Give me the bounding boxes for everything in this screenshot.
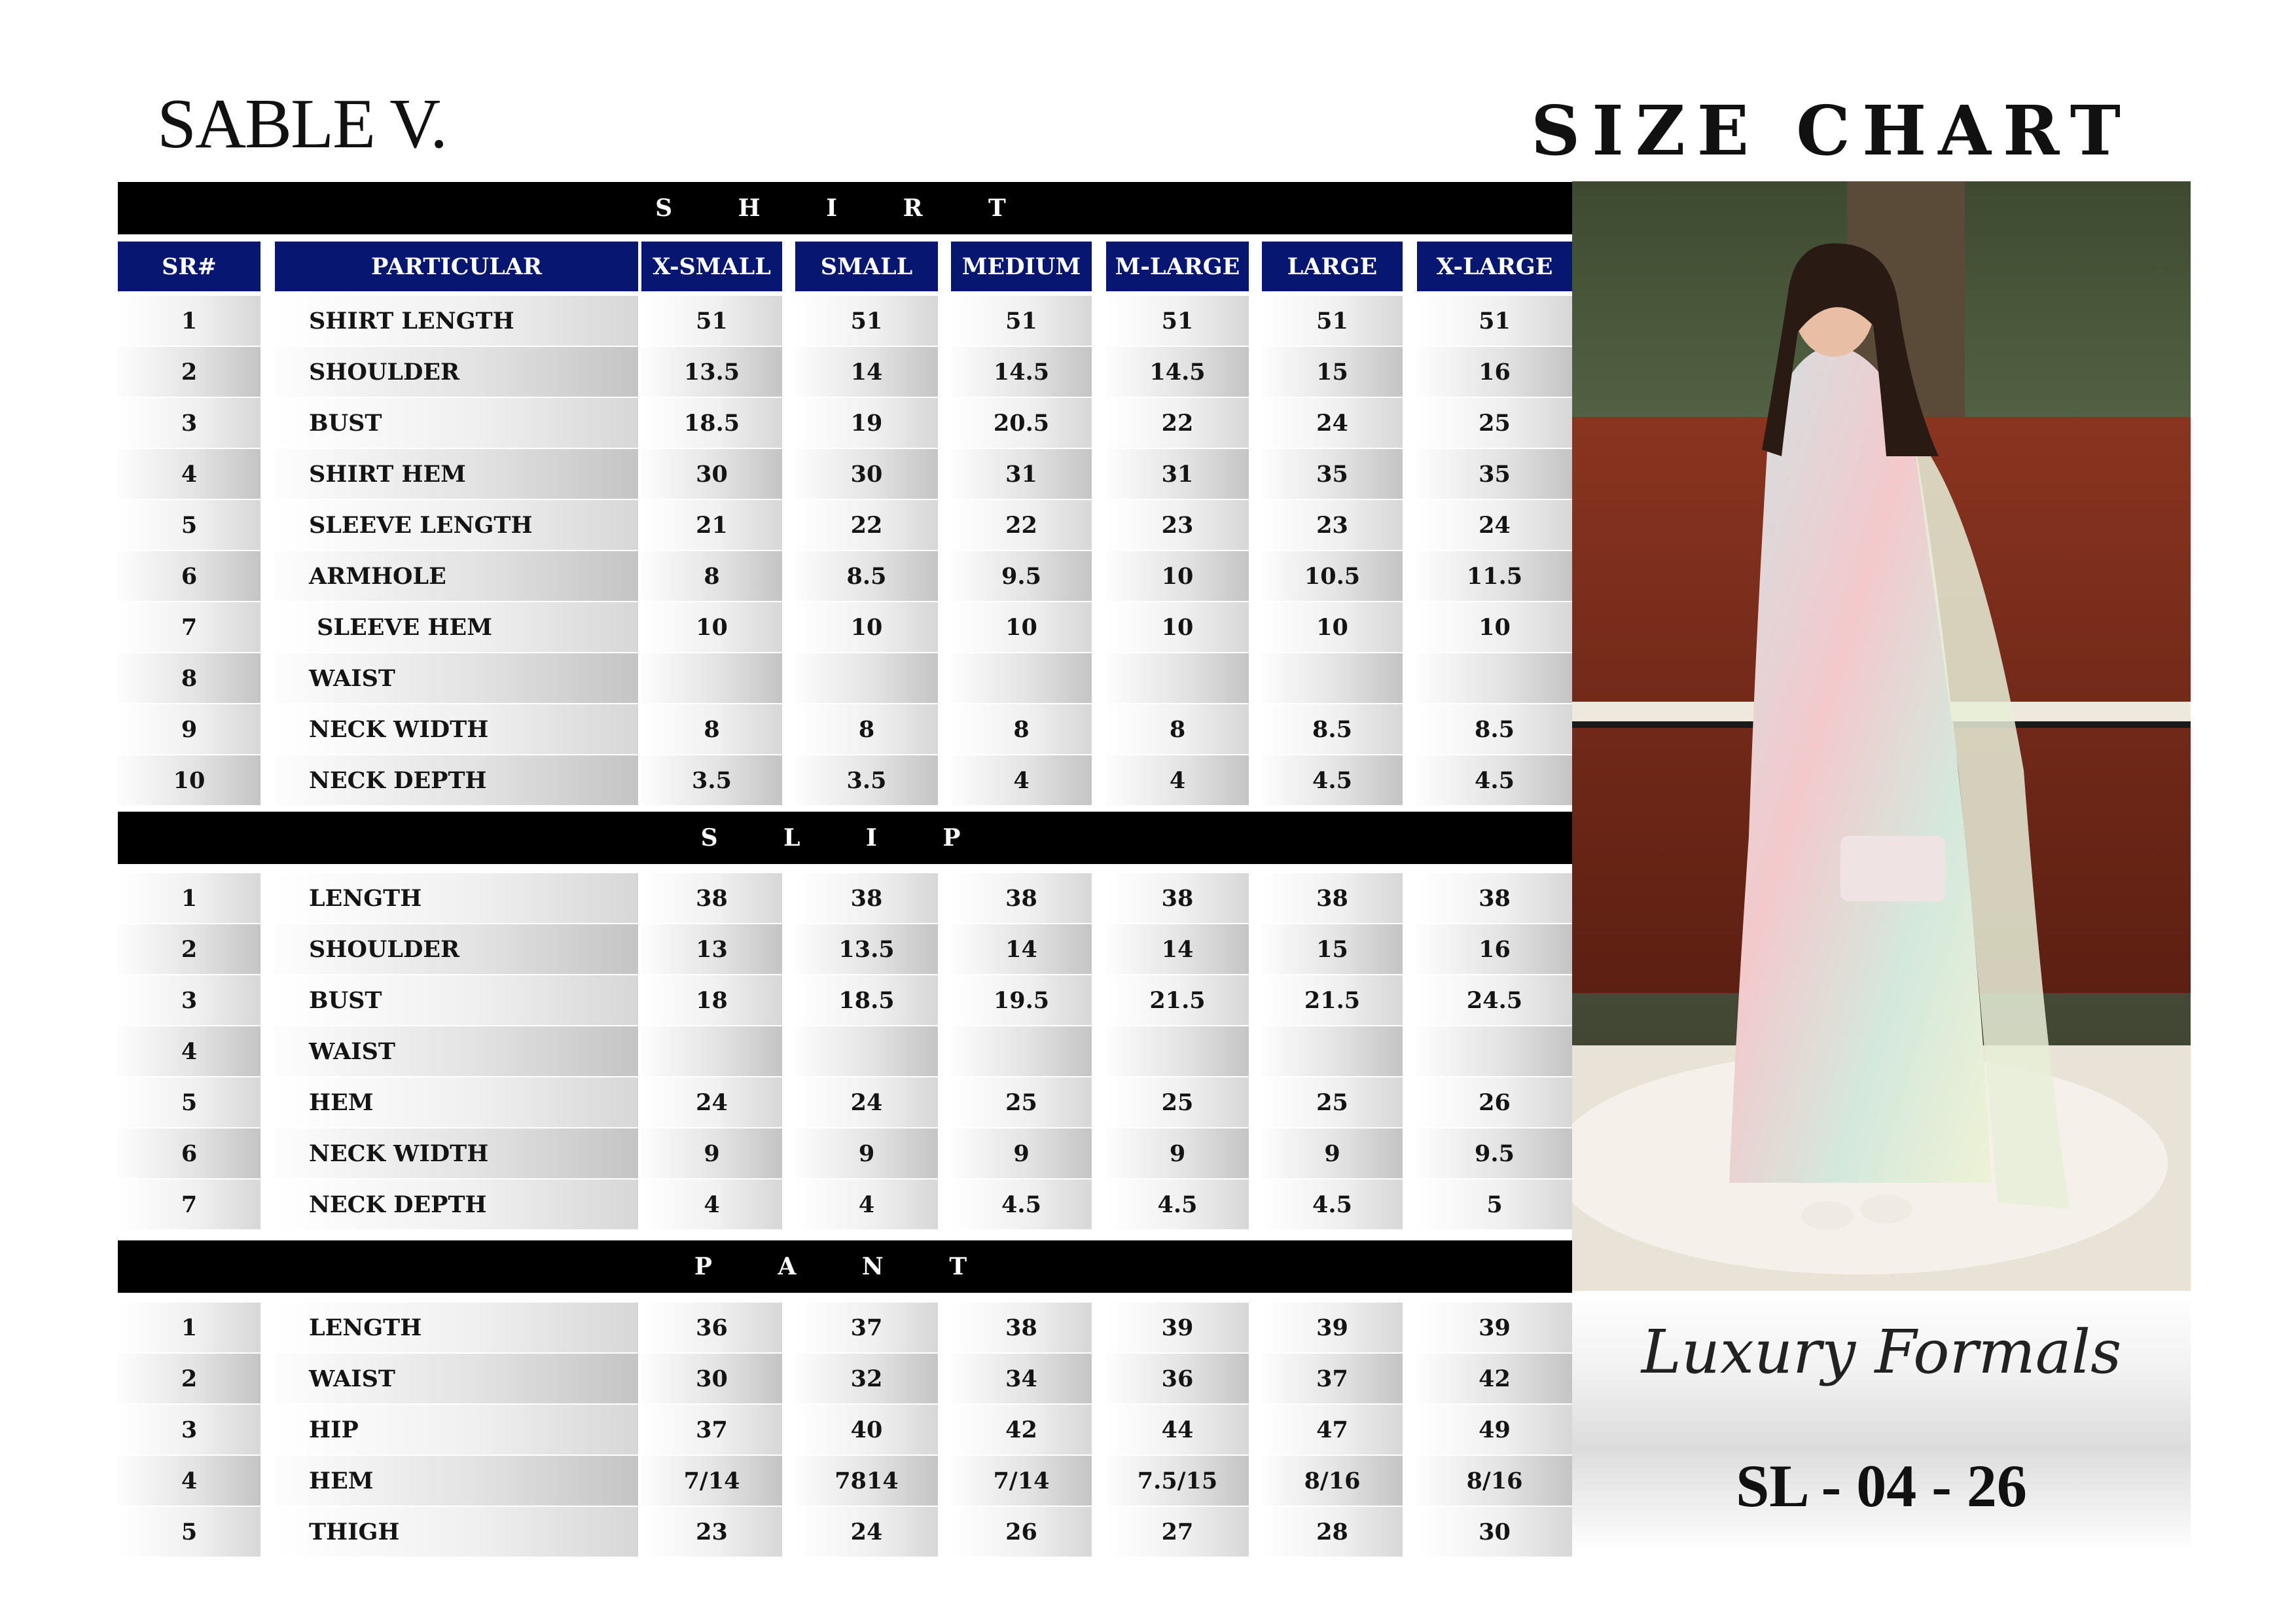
size-value: 24 (795, 1077, 938, 1127)
size-value: 7/14 (641, 1456, 782, 1506)
size-value (641, 653, 782, 703)
row-number: 6 (118, 1128, 260, 1178)
column-header: SMALL (795, 242, 938, 291)
size-value: 9.5 (1417, 1128, 1572, 1178)
size-value: 4 (641, 1180, 782, 1229)
size-value: 28 (1262, 1507, 1403, 1557)
size-value: 51 (1106, 296, 1249, 346)
measurement-name: WAIST (275, 1354, 638, 1403)
table-row (118, 347, 1572, 398)
size-value: 23 (1262, 500, 1403, 550)
size-value: 5 (1417, 1180, 1572, 1229)
size-value: 25 (1106, 1077, 1249, 1127)
column-header: X-LARGE (1417, 242, 1572, 291)
size-value (1417, 1026, 1572, 1076)
measurement-name: ARMHOLE (275, 551, 638, 601)
size-value: 10 (951, 602, 1092, 652)
table-row (118, 449, 1572, 500)
size-value: 49 (1417, 1405, 1572, 1454)
row-number: 4 (118, 1456, 260, 1506)
row-number: 8 (118, 653, 260, 703)
column-header: SR# (118, 242, 260, 291)
row-number: 4 (118, 449, 260, 499)
row-number: 7 (118, 1180, 260, 1229)
table-row (118, 1077, 1572, 1128)
size-value: 18.5 (641, 398, 782, 448)
size-value: 10 (1106, 551, 1249, 601)
measurement-name: LENGTH (275, 1303, 638, 1352)
size-value (951, 1026, 1092, 1076)
size-value: 19 (795, 398, 938, 448)
size-value (1262, 653, 1403, 703)
size-value: 39 (1262, 1303, 1403, 1352)
table-row (118, 1354, 1572, 1405)
size-value: 4.5 (1417, 755, 1572, 805)
size-value: 21.5 (1262, 975, 1403, 1025)
size-value: 10.5 (1262, 551, 1403, 601)
size-value: 10 (795, 602, 938, 652)
size-value: 10 (1417, 602, 1572, 652)
size-value: 9 (795, 1128, 938, 1178)
table-row (118, 1303, 1572, 1354)
size-value: 8 (1106, 704, 1249, 754)
size-value: 42 (951, 1405, 1092, 1454)
size-value: 26 (951, 1507, 1092, 1557)
size-value: 15 (1262, 924, 1403, 974)
size-value: 30 (795, 449, 938, 499)
size-value: 4.5 (1262, 755, 1403, 805)
row-number: 6 (118, 551, 260, 601)
table-row (118, 755, 1572, 806)
size-value: 14.5 (951, 347, 1092, 397)
size-value: 8.5 (1417, 704, 1572, 754)
row-number: 1 (118, 873, 260, 923)
size-value: 31 (951, 449, 1092, 499)
size-value: 40 (795, 1405, 938, 1454)
size-value: 18.5 (795, 975, 938, 1025)
size-value: 37 (795, 1303, 938, 1352)
size-value: 7814 (795, 1456, 938, 1506)
measurement-name: HEM (275, 1077, 638, 1127)
measurement-name: THIGH (275, 1507, 638, 1557)
section-band: S L I P (118, 812, 1572, 864)
table-row (118, 873, 1572, 924)
size-value: 21.5 (1106, 975, 1249, 1025)
size-value: 8/16 (1262, 1456, 1403, 1506)
size-value: 8 (641, 551, 782, 601)
size-value: 13.5 (641, 347, 782, 397)
size-value: 14.5 (1106, 347, 1249, 397)
size-value: 16 (1417, 924, 1572, 974)
size-value: 38 (951, 873, 1092, 923)
measurement-name: WAIST (275, 1026, 638, 1076)
table-row (118, 1180, 1572, 1231)
size-value: 24 (641, 1077, 782, 1127)
size-value: 4 (795, 1180, 938, 1229)
size-value (641, 1026, 782, 1076)
size-value: 24 (1262, 398, 1403, 448)
size-value: 20.5 (951, 398, 1092, 448)
size-value: 4.5 (1106, 1180, 1249, 1229)
size-value (951, 653, 1092, 703)
size-value: 9.5 (951, 551, 1092, 601)
column-header: PARTICULAR (275, 242, 638, 291)
size-value: 15 (1262, 347, 1403, 397)
size-value: 32 (795, 1354, 938, 1403)
size-value: 8 (951, 704, 1092, 754)
size-value: 23 (1106, 500, 1249, 550)
collection-panel (1572, 1291, 2191, 1553)
size-value: 8 (795, 704, 938, 754)
size-value: 38 (1262, 873, 1403, 923)
size-value: 10 (1262, 602, 1403, 652)
size-value: 8 (641, 704, 782, 754)
measurement-name: LENGTH (275, 873, 638, 923)
size-value: 13 (641, 924, 782, 974)
table-row (118, 1405, 1572, 1456)
size-value: 4 (951, 755, 1092, 805)
size-value: 3.5 (641, 755, 782, 805)
row-number: 5 (118, 1507, 260, 1557)
size-value: 22 (951, 500, 1092, 550)
measurement-name: BUST (275, 975, 638, 1025)
row-number: 1 (118, 1303, 260, 1352)
size-value: 9 (1262, 1128, 1403, 1178)
collection-name: Luxury Formals (1641, 1317, 2122, 1387)
size-value: 9 (1106, 1128, 1249, 1178)
size-value: 14 (1106, 924, 1249, 974)
size-value: 24 (795, 1507, 938, 1557)
size-value (1262, 1026, 1403, 1076)
size-value (1417, 653, 1572, 703)
size-value: 38 (641, 873, 782, 923)
row-number: 9 (118, 704, 260, 754)
model-photo (1572, 181, 2191, 1291)
size-value: 37 (1262, 1354, 1403, 1403)
row-number: 5 (118, 1077, 260, 1127)
size-value: 25 (951, 1077, 1092, 1127)
size-value: 7.5/15 (1106, 1456, 1249, 1506)
measurement-name: SHOULDER (275, 924, 638, 974)
size-value: 37 (641, 1405, 782, 1454)
size-value (795, 653, 938, 703)
measurement-name: BUST (275, 398, 638, 448)
section-band: P A N T (118, 1240, 1572, 1293)
measurement-name: NECK WIDTH (275, 704, 638, 754)
size-value: 39 (1417, 1303, 1572, 1352)
size-value (1106, 1026, 1249, 1076)
row-number: 2 (118, 924, 260, 974)
table-row (118, 704, 1572, 755)
size-value: 42 (1417, 1354, 1572, 1403)
table-row (118, 1507, 1572, 1558)
brand-logo: SABLE V. (157, 85, 447, 163)
page-title: SIZE CHART (1531, 90, 2132, 171)
row-number: 2 (118, 1354, 260, 1403)
size-value: 51 (795, 296, 938, 346)
size-value: 7/14 (951, 1456, 1092, 1506)
size-value: 51 (1262, 296, 1403, 346)
size-value: 8.5 (795, 551, 938, 601)
size-value: 14 (951, 924, 1092, 974)
measurement-name: HEM (275, 1456, 638, 1506)
size-value: 13.5 (795, 924, 938, 974)
measurement-name: NECK DEPTH (275, 755, 638, 805)
size-value: 27 (1106, 1507, 1249, 1557)
table-row (118, 602, 1572, 653)
size-value: 22 (1106, 398, 1249, 448)
size-value: 11.5 (1417, 551, 1572, 601)
size-value: 44 (1106, 1405, 1249, 1454)
size-value: 51 (1417, 296, 1572, 346)
table-row (118, 500, 1572, 551)
size-value: 38 (1417, 873, 1572, 923)
size-value: 23 (641, 1507, 782, 1557)
size-value (795, 1026, 938, 1076)
column-header: X-SMALL (641, 242, 782, 291)
table-row (118, 1026, 1572, 1077)
size-value: 8/16 (1417, 1456, 1572, 1506)
column-header: MEDIUM (951, 242, 1092, 291)
size-value: 38 (795, 873, 938, 923)
size-value: 9 (641, 1128, 782, 1178)
model-photo-icon (1572, 181, 2191, 1291)
table-row (118, 975, 1572, 1026)
measurement-name: WAIST (275, 653, 638, 703)
size-value: 36 (641, 1303, 782, 1352)
size-value: 14 (795, 347, 938, 397)
measurement-name: SLEEVE HEM (275, 602, 638, 652)
size-value: 24.5 (1417, 975, 1572, 1025)
table-row (118, 398, 1572, 449)
size-value: 4.5 (951, 1180, 1092, 1229)
column-header: LARGE (1262, 242, 1403, 291)
measurement-name: HIP (275, 1405, 638, 1454)
size-value: 21 (641, 500, 782, 550)
size-value: 30 (1417, 1507, 1572, 1557)
size-value: 39 (1106, 1303, 1249, 1352)
column-header: M-LARGE (1106, 242, 1249, 291)
table-row (118, 1128, 1572, 1180)
size-value: 8.5 (1262, 704, 1403, 754)
measurement-name: SHIRT LENGTH (275, 296, 638, 346)
row-number: 2 (118, 347, 260, 397)
size-value: 18 (641, 975, 782, 1025)
size-value: 16 (1417, 347, 1572, 397)
row-number: 3 (118, 1405, 260, 1454)
table-row (118, 551, 1572, 602)
size-value: 34 (951, 1354, 1092, 1403)
size-value: 9 (951, 1128, 1092, 1178)
table-row (118, 296, 1572, 347)
size-value (1106, 653, 1249, 703)
size-value: 3.5 (795, 755, 938, 805)
article-code: SL - 04 - 26 (1736, 1453, 2027, 1519)
measurement-name: SHIRT HEM (275, 449, 638, 499)
table-row (118, 1456, 1572, 1507)
measurement-name: NECK DEPTH (275, 1180, 638, 1229)
size-value: 30 (641, 1354, 782, 1403)
size-value: 24 (1417, 500, 1572, 550)
row-number: 5 (118, 500, 260, 550)
table-row (118, 924, 1572, 975)
measurement-name: SLEEVE LENGTH (275, 500, 638, 550)
size-value: 35 (1262, 449, 1403, 499)
size-value: 26 (1417, 1077, 1572, 1127)
size-value: 10 (641, 602, 782, 652)
size-value: 38 (951, 1303, 1092, 1352)
row-number: 4 (118, 1026, 260, 1076)
size-value: 36 (1106, 1354, 1249, 1403)
size-value: 35 (1417, 449, 1572, 499)
row-number: 10 (118, 755, 260, 805)
size-value: 51 (641, 296, 782, 346)
section-band: S H I R T (118, 182, 1572, 234)
size-value: 47 (1262, 1405, 1403, 1454)
size-value: 51 (951, 296, 1092, 346)
size-value: 31 (1106, 449, 1249, 499)
size-value: 4.5 (1262, 1180, 1403, 1229)
measurement-name: SHOULDER (275, 347, 638, 397)
size-value: 25 (1262, 1077, 1403, 1127)
size-value: 38 (1106, 873, 1249, 923)
row-number: 7 (118, 602, 260, 652)
row-number: 3 (118, 398, 260, 448)
size-value: 22 (795, 500, 938, 550)
size-value: 19.5 (951, 975, 1092, 1025)
size-value: 30 (641, 449, 782, 499)
size-value: 25 (1417, 398, 1572, 448)
row-number: 3 (118, 975, 260, 1025)
table-row (118, 653, 1572, 704)
measurement-name: NECK WIDTH (275, 1128, 638, 1178)
row-number: 1 (118, 296, 260, 346)
size-value: 10 (1106, 602, 1249, 652)
size-value: 4 (1106, 755, 1249, 805)
